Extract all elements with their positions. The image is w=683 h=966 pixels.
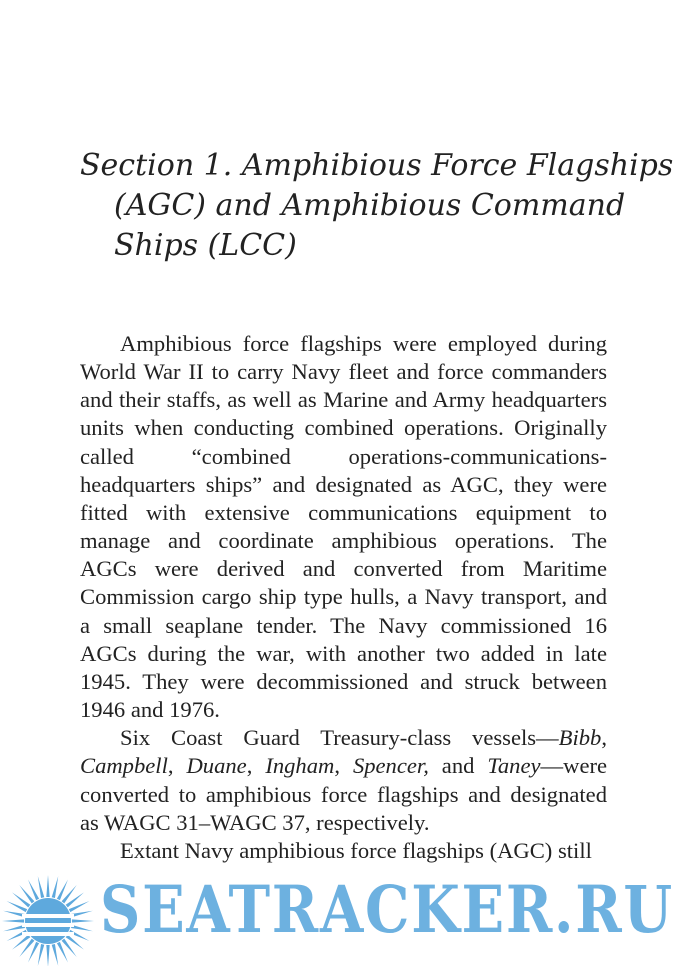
sun-ray — [38, 876, 45, 898]
sun-ray — [3, 911, 25, 918]
separator: , — [601, 725, 607, 751]
ship-name-taney: Taney — [487, 753, 541, 779]
paragraph-2-intro: Six Coast Guard Treasury-class vessels— — [120, 725, 559, 751]
section-heading-line-2: (AGC) and Amphibious Command — [114, 188, 626, 223]
separator: , — [246, 753, 266, 779]
sun-ray — [52, 876, 59, 898]
sun-ray — [52, 944, 59, 966]
separator: , — [167, 753, 187, 779]
sun-ray — [2, 919, 24, 922]
section-heading — [80, 146, 674, 266]
sun-ray — [72, 919, 94, 922]
sun-ray — [38, 944, 45, 966]
sun-ray — [46, 875, 49, 897]
ship-name-spencer: Spencer, — [352, 753, 429, 779]
body-text — [80, 330, 607, 865]
watermark — [0, 864, 683, 966]
paragraph-1: Amphibious force flagships were employed during World War II to carry Navy fleet and force commanders and their staffs, as well as Marine and Army headquarters units when conducting combined operations. Originally called “combined operations-communications-headquarters ships” and designated as AGC, they were fitted with extensive communications equipment to manage and coordinate amphibious operations. The AGCs were derived and converted from Maritime Commission cargo ship type hulls, a Navy transport, and a small seaplane tender. The Navy commissioned 16 AGCs during the war, with another two added in late 1945. They were decommissioned and struck between 1946 and 1976. — [80, 331, 607, 723]
ship-name-bibb: Bibb — [558, 725, 602, 751]
ship-name-campbell: Campbell — [80, 753, 168, 779]
sun-ray — [71, 911, 93, 918]
watermark-text: SEATRACKER.RU — [100, 872, 674, 948]
sun-ray — [3, 925, 25, 932]
paragraph-2 — [80, 724, 607, 837]
ship-name-duane: Duane — [186, 753, 247, 779]
ship-name-ingham: Ingham — [265, 753, 335, 779]
paragraph-3: Extant Navy amphibious force flagships (AGC) still — [120, 837, 592, 863]
sun-icon — [0, 864, 104, 966]
section-heading-line-3: Ships (LCC) — [114, 228, 297, 263]
separator: and — [428, 753, 488, 779]
paragraph-2-outro: —were converted to amphibious force flagships and designated as WAGC 31–WAGC 37, respectively. — [80, 753, 608, 835]
sun-ray — [71, 925, 93, 932]
separator: , — [334, 753, 353, 779]
section-heading-line-1: Section 1. Amphibious Force Flagships — [80, 148, 674, 183]
sun-ray — [46, 945, 49, 966]
